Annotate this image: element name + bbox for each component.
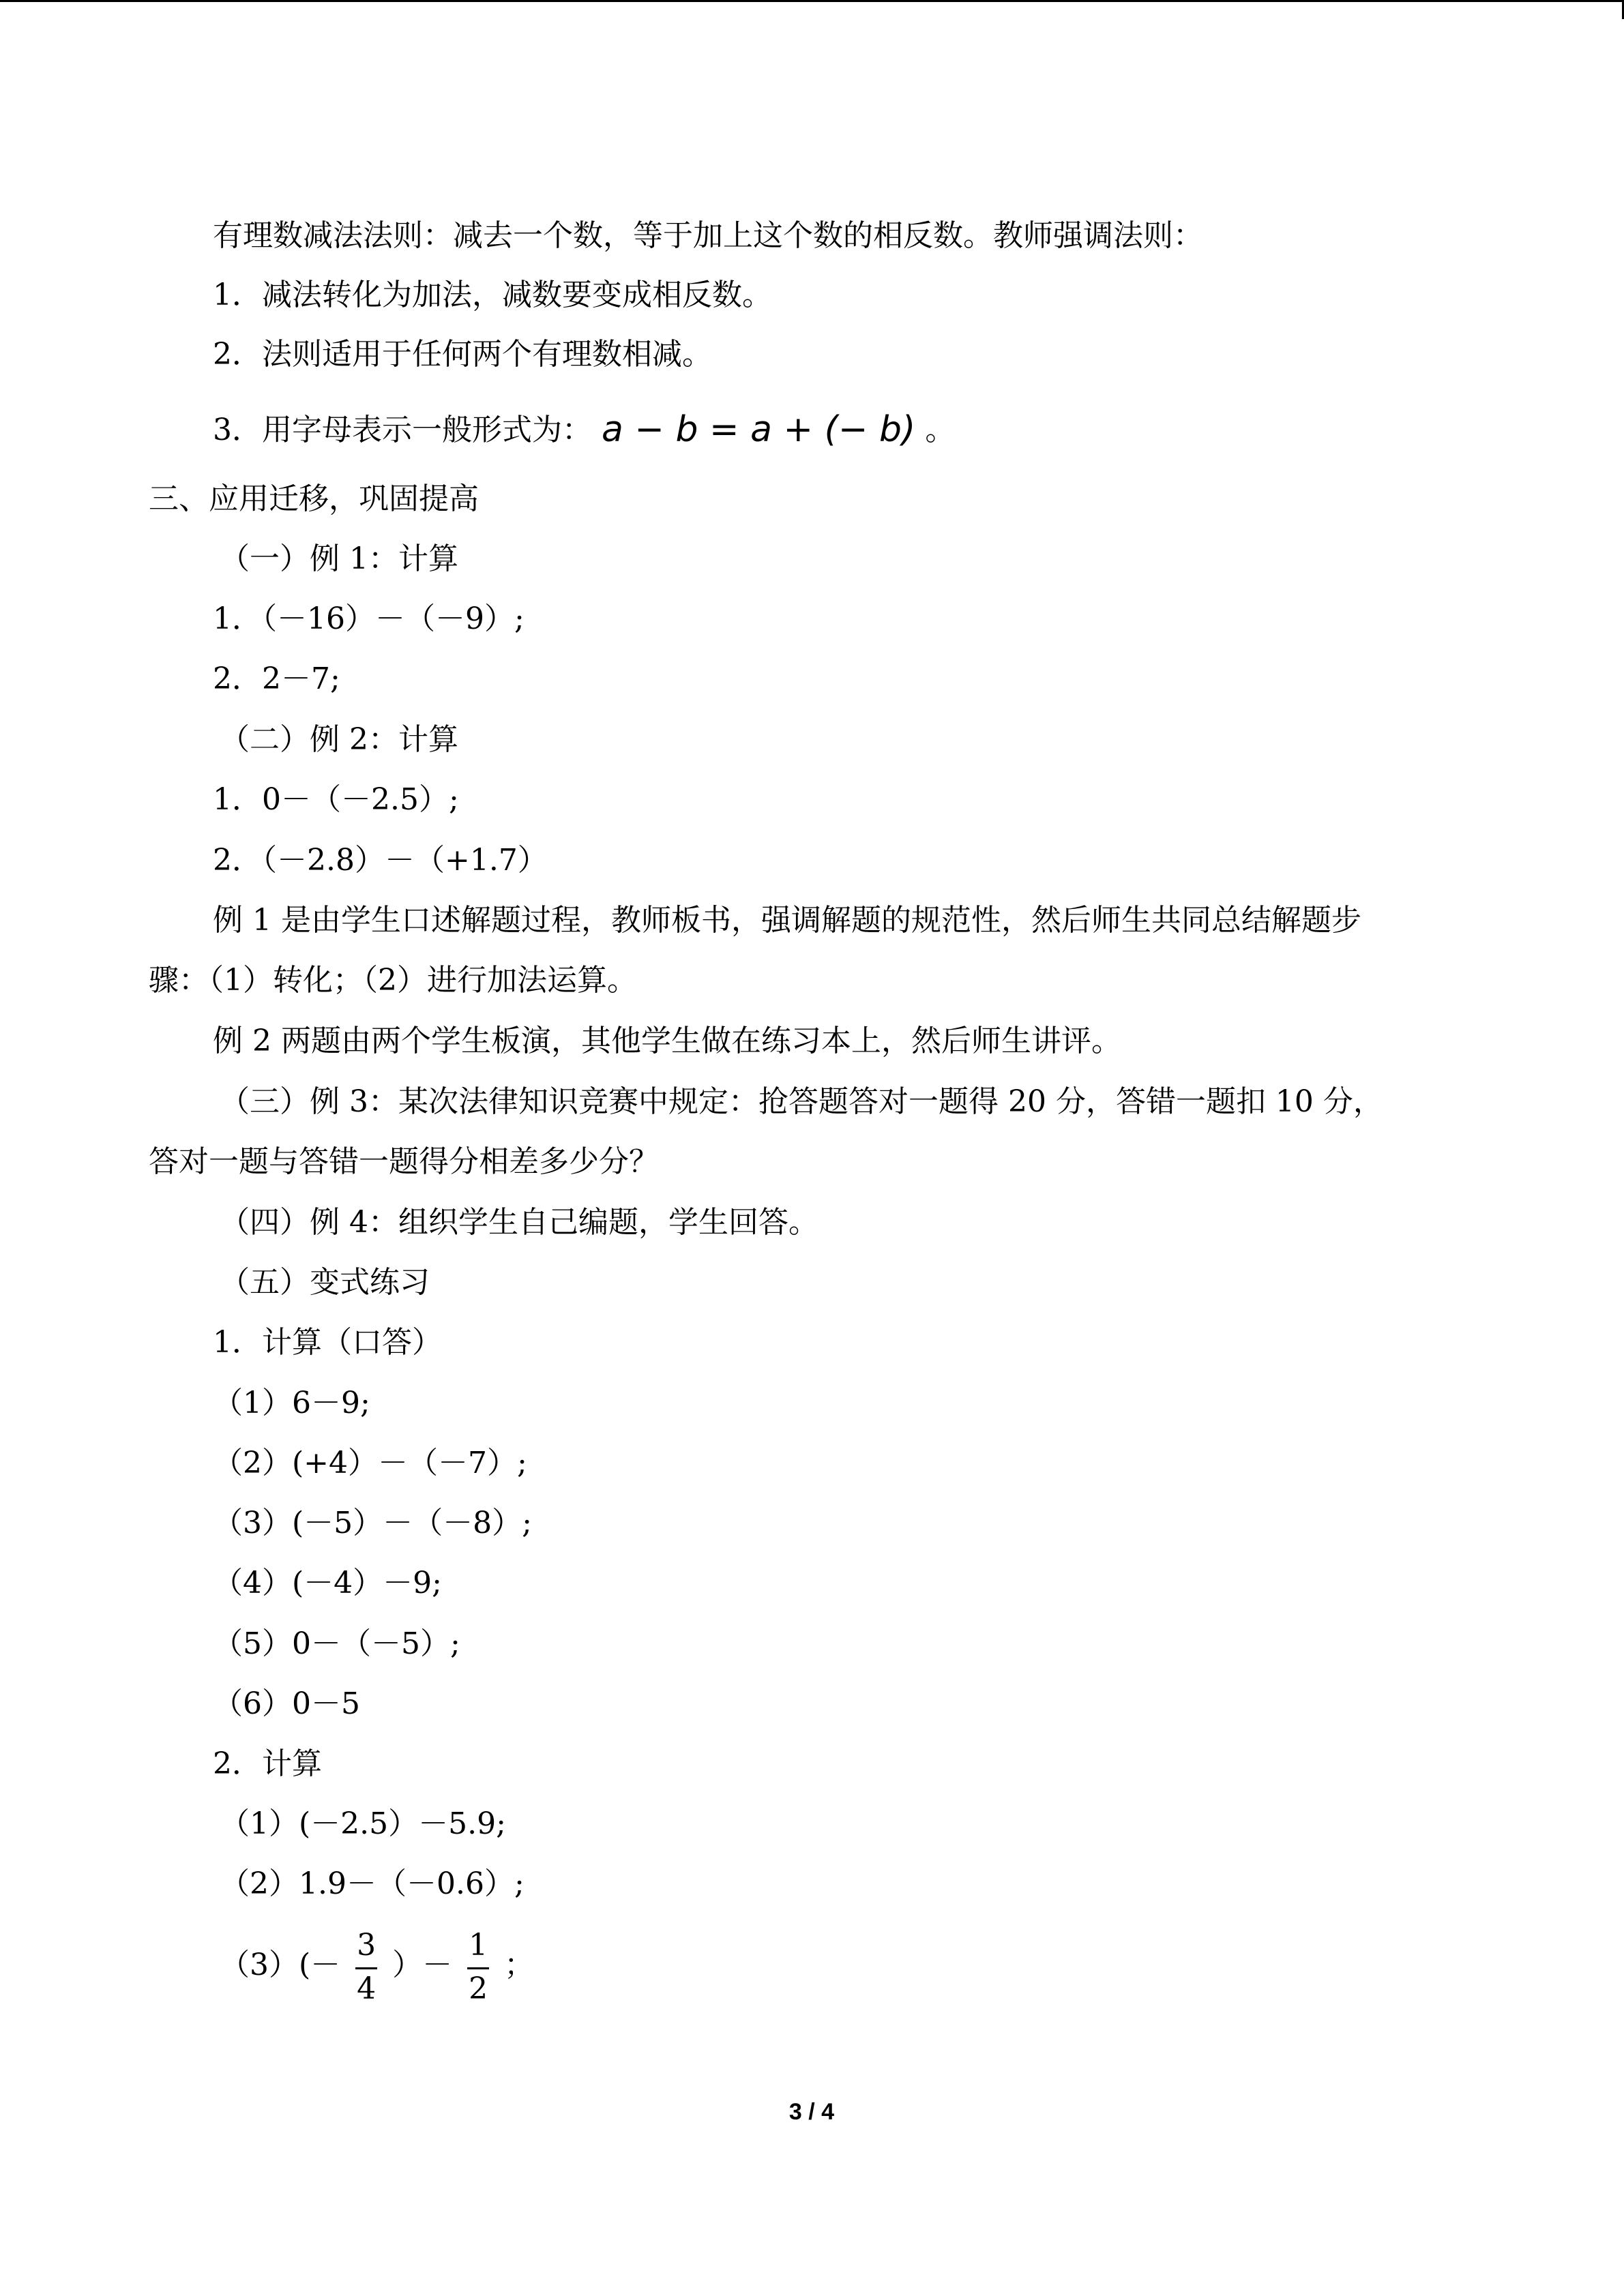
example-3-heading: （三）例 3：某次法律知识竞赛中规定：抢答题答对一题得 20 分，答错一题扣 10 分， (220, 1084, 1383, 1119)
page-number: 3 / 4 (788, 2099, 835, 2125)
rule-point-3 (213, 409, 955, 451)
example-1-item-2: 2．2－7; (213, 661, 340, 696)
example-4-heading: （四）例 4：组织学生自己编题，学生回答。 (220, 1205, 818, 1240)
exercise-1-item-1: （1）6－9; (213, 1386, 370, 1420)
fraction-2-bar (467, 1967, 489, 1969)
fraction-2-denominator: 2 (469, 1971, 488, 2006)
exercise-2-heading: 2．计算 (213, 1746, 322, 1781)
paragraph-example-2: 例 2 两题由两个学生板演，其他学生做在练习本上，然后师生讲评。 (213, 1024, 1121, 1058)
rule-point-3-text: 3．用字母表示一般形式为： (213, 413, 592, 447)
fraction-one-half (464, 1926, 492, 2008)
exercise-1-item-2: （2）(+4）－（－7）; (213, 1446, 527, 1480)
paragraph-example-1-cont: 骤：（1）转化；（2）进行加法运算。 (149, 963, 637, 998)
fraction-1-bar (355, 1967, 377, 1969)
fraction-1-numerator: 3 (357, 1927, 377, 1963)
section-heading: 三、应用迁移，巩固提高 (149, 481, 479, 516)
example-2-item-1: 1．0－（－2.5）; (213, 782, 459, 817)
rule-statement: 有理数减法法则：减去一个数，等于加上这个数的相反数。教师强调法则： (213, 218, 1203, 253)
example-2-item-2: 2．（－2.8）－（+1.7） (213, 843, 548, 878)
exercise-2-item-1: （1）(－2.5）－5.9; (220, 1806, 506, 1841)
example-2-heading: （二）例 2：计算 (220, 722, 458, 757)
top-border-line (0, 0, 1624, 2)
fraction-1-denominator: 4 (357, 1971, 377, 2006)
exercise-1-item-5: （5）0－（－5）; (213, 1626, 460, 1661)
rule-point-2: 2．法则适用于任何两个有理数相减。 (213, 337, 712, 372)
formula-period: 。 (925, 413, 956, 447)
example-1-heading: （一）例 1：计算 (220, 541, 458, 576)
item-3-suffix: ； (504, 1948, 535, 1982)
example-3-cont: 答对一题与答错一题得分相差多少分？ (149, 1144, 659, 1179)
exercise-2-item-3 (220, 1923, 534, 2008)
exercise-2-item-2: （2）1.9－（－0.6）; (220, 1866, 525, 1901)
fraction-2-numerator: 1 (469, 1927, 488, 1963)
item-3-middle: ）－ (392, 1948, 453, 1982)
general-formula: a − b = a + (− b) (602, 409, 916, 450)
exercise-1-heading: 1．计算（口答） (213, 1325, 442, 1360)
rule-point-1: 1．减法转化为加法，减数要变成相反数。 (213, 278, 772, 312)
paragraph-example-1: 例 1 是由学生口述解题过程，教师板书，强调解题的规范性，然后师生共同总结解题步 (213, 903, 1361, 938)
exercise-1-item-3: （3）(－5）－（－8）; (213, 1506, 532, 1540)
fraction-three-quarters (353, 1926, 380, 2008)
exercise-1-item-6: （6）0－5 (213, 1686, 360, 1721)
example-1-item-1: 1．（－16）－（－9）; (213, 601, 525, 636)
item-3-prefix: （3）(－ (220, 1948, 341, 1982)
exercise-1-item-4: （4）(－4）－9; (213, 1566, 442, 1600)
variation-heading: （五）变式练习 (220, 1265, 430, 1300)
